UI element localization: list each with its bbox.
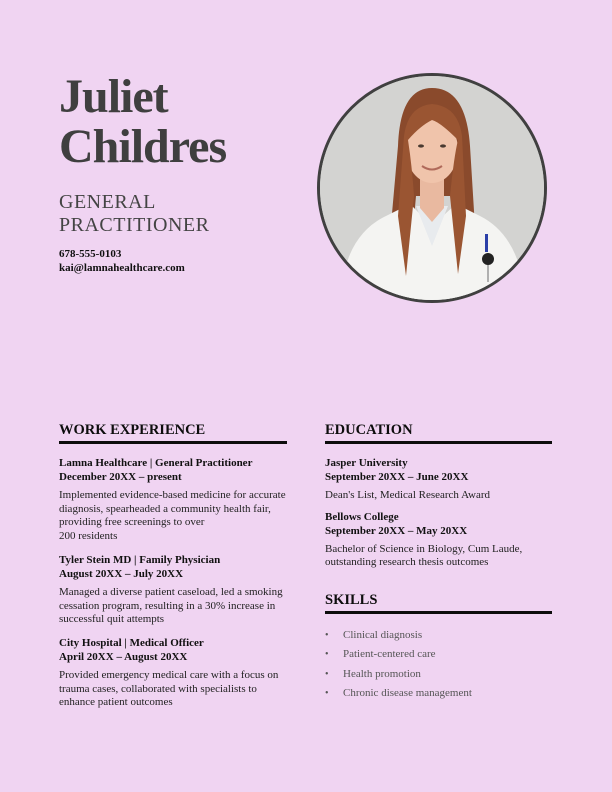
work-dates: April 20XX – August 20XX	[59, 650, 188, 663]
skill-label: Patient-centered care	[343, 648, 436, 661]
profile-photo-icon	[320, 76, 544, 300]
candidate-name	[59, 72, 226, 172]
education-dates: September 20XX – June 20XX	[325, 471, 469, 483]
skill-item	[325, 665, 552, 684]
desc-line: Dean's List, Medical Research Award	[325, 489, 490, 501]
desc-line: 200 residents	[59, 530, 118, 543]
skill-item	[325, 684, 552, 703]
skills-list	[325, 626, 552, 703]
education-entry	[325, 456, 552, 503]
desc-line: Bachelor of Science in Biology, Cum Laude,	[325, 542, 523, 555]
work-dates: August 20XX – July 20XX	[59, 567, 184, 580]
education-description	[325, 543, 552, 570]
work-entry	[59, 456, 287, 544]
education-entry	[325, 510, 552, 570]
email: kai@lamnahealthcare.com	[59, 261, 185, 274]
last-name: Childres	[59, 120, 227, 173]
section-title: WORK EXPERIENCE	[59, 422, 287, 444]
desc-line: enhance patient outcomes	[59, 696, 173, 709]
job-title	[59, 191, 209, 237]
desc-line: outstanding research thesis outcomes	[325, 556, 489, 569]
desc-line: successful quit attempts	[59, 613, 165, 626]
desc-line: Managed a diverse patient caseload, led a smoking	[59, 585, 283, 598]
school-name: Bellows College	[325, 510, 399, 523]
work-role: Tyler Stein MD | Family Physician	[59, 553, 221, 566]
bullet-icon: •	[325, 687, 329, 699]
desc-line: trauma cases, collaborated with specialists to	[59, 682, 257, 695]
work-experience-section	[59, 422, 287, 719]
desc-line: Implemented evidence-based medicine for accurate	[59, 489, 286, 501]
desc-line: diagnosis, spearheaded a community health fair,	[59, 502, 271, 515]
work-description	[59, 586, 287, 627]
work-dates: December 20XX – present	[59, 471, 182, 483]
bullet-icon: •	[325, 668, 329, 680]
desc-line: providing free screenings to over	[59, 516, 205, 529]
skill-label: Health promotion	[343, 667, 421, 680]
profile-photo	[317, 73, 547, 303]
first-name: Juliet	[59, 70, 168, 123]
skill-item	[325, 645, 552, 664]
work-entry	[59, 636, 287, 710]
work-role: Lamna Healthcare | General Practitioner	[59, 457, 253, 469]
education-section	[325, 422, 552, 577]
bullet-icon: •	[325, 649, 329, 661]
section-title: SKILLS	[325, 592, 552, 614]
phone: 678-555-0103	[59, 248, 122, 260]
work-description	[59, 669, 287, 710]
section-title: EDUCATION	[325, 422, 552, 444]
work-role: City Hospital | Medical Officer	[59, 636, 204, 649]
job-title-line-1: GENERAL	[59, 191, 156, 213]
bullet-icon: •	[325, 630, 329, 641]
skill-item	[325, 626, 552, 645]
work-entry	[59, 553, 287, 627]
skills-section	[325, 592, 552, 703]
desc-line: cessation program, resulting in a 30% increase in	[59, 599, 276, 612]
education-dates: September 20XX – May 20XX	[325, 524, 468, 537]
work-description	[59, 489, 287, 544]
skill-label: Chronic disease management	[343, 686, 472, 699]
skill-label: Clinical diagnosis	[343, 629, 423, 641]
contact-info	[59, 248, 185, 275]
job-title-line-2: PRACTITIONER	[59, 214, 210, 236]
education-description	[325, 489, 552, 503]
desc-line: Provided emergency medical care with a focus on	[59, 668, 279, 681]
school-name: Jasper University	[325, 457, 408, 469]
